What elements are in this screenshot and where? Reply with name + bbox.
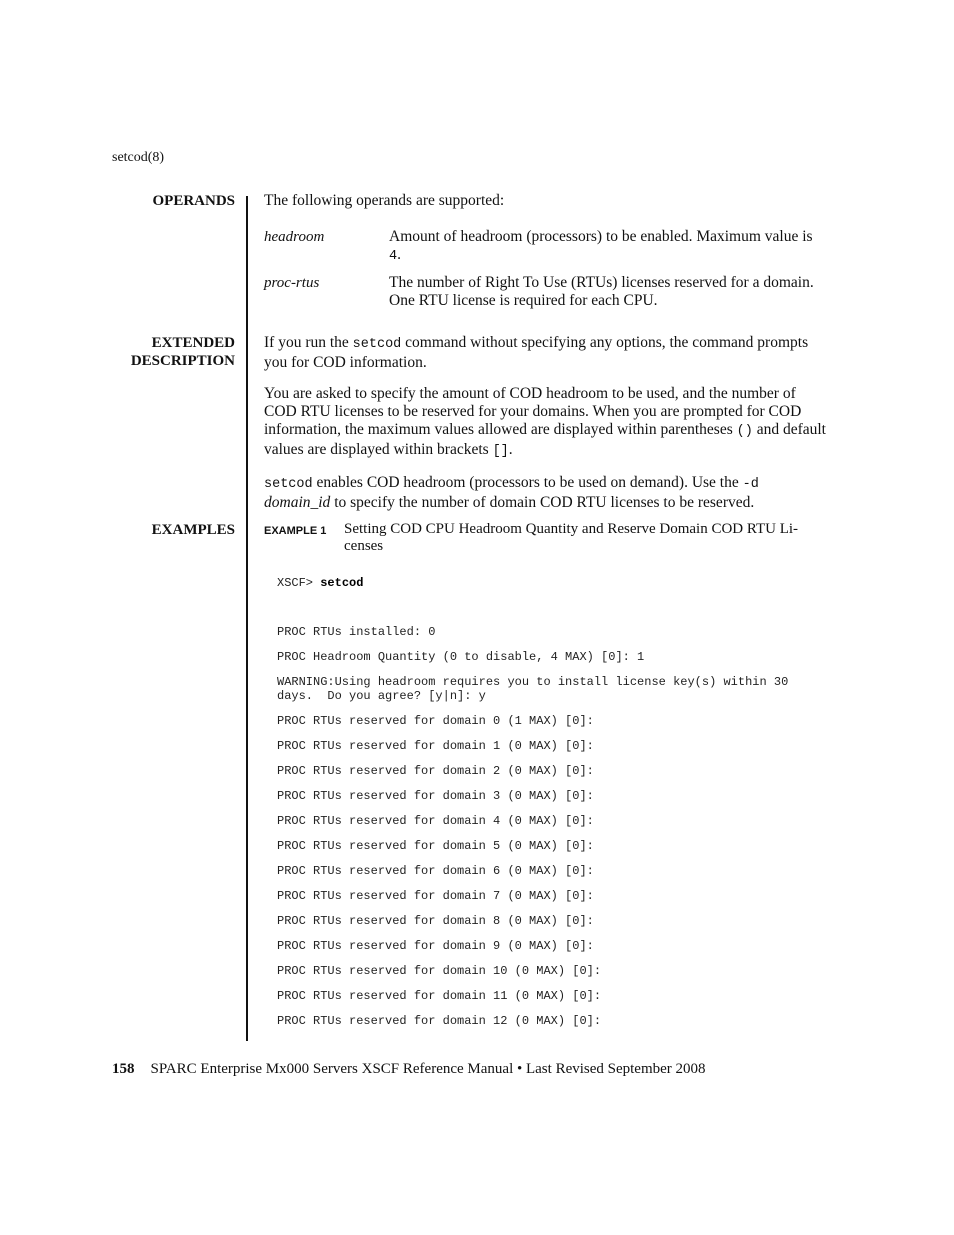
running-head: setcod(8) — [112, 150, 165, 165]
examples-heading: EXAMPLES — [151, 522, 235, 538]
code-line: PROC RTUs reserved for domain 5 (0 MAX) [0]: — [277, 839, 594, 853]
code-line: PROC RTUs reserved for domain 3 (0 MAX) [0]: — [277, 789, 594, 803]
code-line: PROC Headroom Quantity (0 to disable, 4 MAX) [0]: 1 — [277, 650, 645, 664]
code-line: PROC RTUs reserved for domain 4 (0 MAX) [0]: — [277, 814, 594, 828]
extended-paragraph-3: setcod enables COD headroom (processors to be used on demand). Use the -d domain_id to specify the number of domain COD RTU licenses to be reserved. — [264, 474, 759, 511]
example-title: Setting COD CPU Headroom Quantity and Reserve Domain COD RTU Li-censes — [344, 521, 799, 554]
section-rule — [246, 196, 248, 1041]
code-line: PROC RTUs reserved for domain 1 (0 MAX) [0]: — [277, 739, 594, 753]
code-line: PROC RTUs reserved for domain 0 (1 MAX) [0]: — [277, 714, 594, 728]
code-line: PROC RTUs reserved for domain 6 (0 MAX) [0]: — [277, 864, 594, 878]
code-line: PROC RTUs reserved for domain 8 (0 MAX) [0]: — [277, 914, 594, 928]
code-line: PROC RTUs reserved for domain 9 (0 MAX) [0]: — [277, 939, 594, 953]
footer-text: SPARC Enterprise Mx000 Servers XSCF Reference Manual • Last Revised September 2008 — [150, 1061, 706, 1077]
code-line: PROC RTUs reserved for domain 2 (0 MAX) [0]: — [277, 764, 594, 778]
code-line: PROC RTUs installed: 0 — [277, 625, 436, 639]
example-label: EXAMPLE 1 — [264, 525, 327, 537]
operand-term-proc-rtus: proc-rtus — [264, 275, 320, 291]
code-line: PROC RTUs reserved for domain 10 (0 MAX) [0]: — [277, 964, 602, 978]
extended-paragraph-1: If you run the setcod command without specifying any options, the command prompts you for COD information. — [264, 334, 809, 371]
operand-term-headroom: headroom — [264, 229, 325, 245]
extended-paragraph-2: You are asked to specify the amount of COD headroom to be used, and the number of COD RTU licenses to be reserved for your domains. When you are prompted for COD information, the maximum values allowed are displayed within parentheses () and default values are displayed within brackets []. — [264, 385, 826, 459]
code-prompt-line: XSCF> setcod — [277, 576, 364, 590]
code-line: PROC RTUs reserved for domain 12 (0 MAX) [0]: — [277, 1014, 602, 1028]
code-line: PROC RTUs reserved for domain 11 (0 MAX) [0]: — [277, 989, 602, 1003]
operand-desc-headroom: Amount of headroom (processors) to be enabled. Maximum value is 4. — [389, 228, 813, 264]
page-footer — [112, 1061, 706, 1078]
extended-description-heading: EXTENDED DESCRIPTION — [130, 335, 235, 369]
extended-description-body — [264, 334, 829, 512]
operands-intro: The following operands are supported: — [264, 192, 505, 209]
page-number: 158 — [112, 1061, 135, 1077]
code-line: WARNING:Using headroom requires you to install license key(s) within 30 days. Do you agree? [y|n]: y — [277, 675, 789, 703]
code-line: PROC RTUs reserved for domain 7 (0 MAX) [0]: — [277, 889, 594, 903]
operands-heading: OPERANDS — [152, 193, 235, 209]
operand-desc-proc-rtus: The number of Right To Use (RTUs) licenses reserved for a domain. One RTU license is required for each CPU. — [389, 274, 814, 309]
